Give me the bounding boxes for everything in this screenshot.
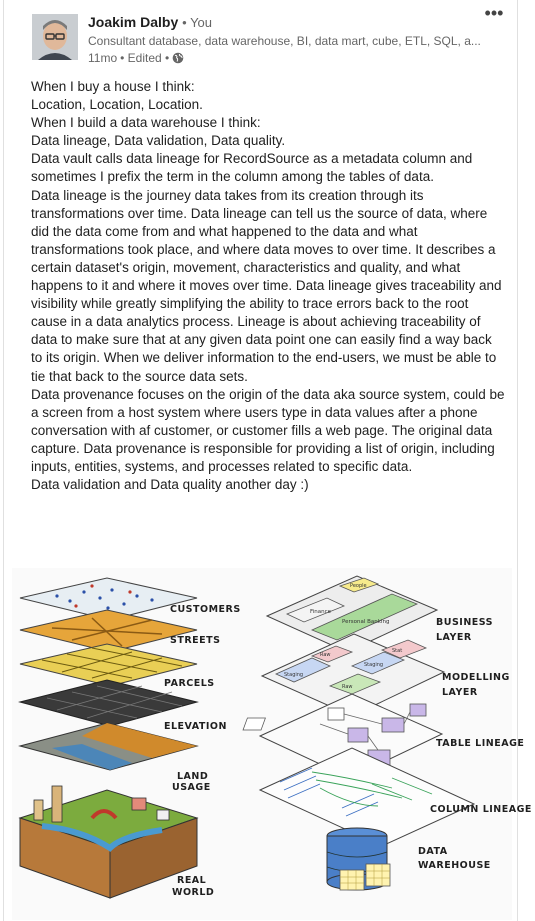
author-name[interactable]: Joakim Dalby — [88, 14, 179, 30]
more-horizontal-icon: ••• — [484, 3, 504, 23]
label-streets: STREETS — [170, 635, 221, 646]
label-modelling-layer: LAYER — [442, 687, 478, 698]
box-stat: Stat — [392, 648, 403, 654]
post-paragraph: When I buy a house I think: — [31, 79, 195, 94]
post-paragraph: Data provenance focuses on the origin of the data aka source system, could be a screen from a host system where users type in data values after a phone conversation with af customer, or customer fills a web page. The original data capture. Data provenance is responsible for providing a list of origin, including inputs, entities, systems, and processes related to specific data. — [31, 386, 505, 474]
box-raw-1: Raw — [342, 684, 353, 690]
post-image-data-lineage-illustration[interactable] — [12, 568, 532, 920]
avatar-photo — [32, 14, 78, 60]
label-warehouse: WAREHOUSE — [418, 860, 491, 871]
box-staging-1: Staging — [284, 672, 304, 678]
box-finance: Finance — [310, 609, 332, 615]
box-raw-2: Raw — [320, 652, 331, 658]
data-warehouse-icon — [327, 828, 390, 890]
label-table-lineage: TABLE LINEAGE — [436, 738, 525, 749]
post-paragraph: Data lineage, Data validation, Data quality. — [31, 133, 286, 149]
post-paragraph: Data lineage is the journey data takes from its creation through its transformations over time. Data lineage can tell us the source of data, where did the data come from and what happened to the data and what transformations took place, and where data moves to over time. It describes a certain dataset's origin, movement, characteristics and quality, and what happens to it and where it moves over time. Data lineage gives traceability and visibility while greatly simplifying the ability to trace errors back to the root cause in a data analytics process. Lineage is about achieving traceability of data to make sure that at any given data point one can easily find a way back to its origin. When we deliver information to the end-users, we must be able to tie that back to the source data sets. — [31, 187, 502, 384]
label-customers: CUSTOMERS — [170, 604, 241, 615]
globe-icon — [172, 52, 184, 64]
label-business: BUSINESS — [436, 617, 494, 628]
post-edited: • Edited • — [120, 51, 170, 65]
post-text — [31, 78, 505, 494]
label-data: DATA — [418, 846, 448, 857]
post-paragraph: When I build a data warehouse I think: — [31, 115, 261, 131]
label-real: REAL — [177, 875, 207, 886]
box-personal-banking: Personal Banking — [342, 619, 390, 625]
label-elevation: ELEVATION — [164, 721, 227, 732]
author-avatar[interactable] — [32, 14, 78, 60]
label-modelling: MODELLING — [442, 672, 510, 683]
post-paragraph: Data validation and Data quality another day :) — [31, 477, 309, 493]
author-headline: Consultant database, data warehouse, BI, data mart, cube, ETL, SQL, a... — [88, 34, 481, 48]
post-meta — [88, 51, 184, 65]
label-parcels: PARCELS — [164, 678, 215, 689]
label-world: WORLD — [172, 887, 215, 898]
box-staging-2: Staging — [364, 662, 384, 668]
label-business-layer: LAYER — [436, 632, 472, 643]
post-age: 11mo — [88, 51, 118, 65]
label-usage: USAGE — [172, 782, 211, 793]
label-column-lineage: COLUMN LINEAGE — [430, 804, 532, 815]
author-relation: • You — [182, 15, 213, 30]
post-paragraph: Location, Location, Location. — [31, 97, 203, 113]
post-card — [3, 0, 532, 921]
author-line — [88, 14, 212, 30]
box-people: People — [350, 583, 367, 589]
more-options-button[interactable] — [482, 3, 506, 26]
post-paragraph: Data vault calls data lineage for RecordSource as a metadata column and sometimes I prefix the term in the column among the tables of data. — [31, 151, 473, 185]
label-land: LAND — [177, 771, 209, 782]
